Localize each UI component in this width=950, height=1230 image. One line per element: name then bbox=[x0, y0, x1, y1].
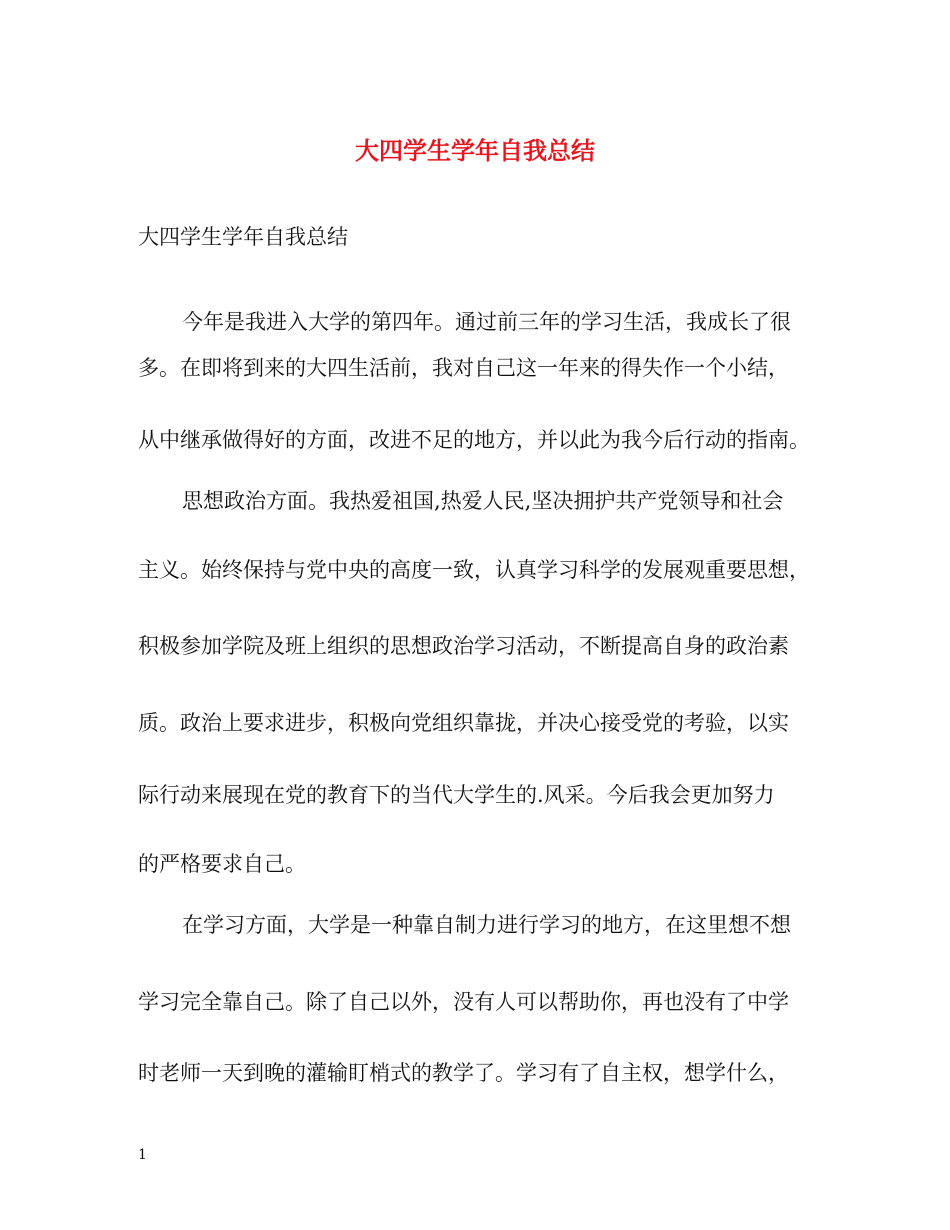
paragraph-line: 质。政治上要求进步，积极向党组织靠拢，并决心接受党的考验，以实 bbox=[138, 711, 789, 735]
paragraph-line: 多。在即将到来的大四生活前，我对自己这一年来的得失作一个小结， bbox=[138, 356, 789, 380]
paragraph-line: 在学习方面，大学是一种靠自制力进行学习的地方，在这里想不想 bbox=[182, 913, 791, 937]
paragraph-line: 从中继承做得好的方面，改进不足的地方，并以此为我今后行动的指南。 bbox=[138, 428, 810, 452]
document-subtitle: 大四学生学年自我总结 bbox=[138, 225, 348, 249]
paragraph-line: 积极参加学院及班上组织的思想政治学习活动，不断提高自身的政治素 bbox=[138, 634, 789, 658]
paragraph-line: 的严格要求自己。 bbox=[138, 852, 306, 876]
paragraph-line: 学习完全靠自己。除了自己以外，没有人可以帮助你，再也没有了中学 bbox=[138, 990, 789, 1014]
paragraph-line: 际行动来展现在党的教育下的当代大学生的.风采。今后我会更加努力 bbox=[138, 783, 775, 807]
paragraph-line: 时老师一天到晚的灌输盯梢式的教学了。学习有了自主权，想学什么， bbox=[138, 1061, 789, 1085]
paragraph-line: 主义。始终保持与党中央的高度一致，认真学习科学的发展观重要思想， bbox=[138, 558, 810, 582]
document-title: 大四学生学年自我总结 bbox=[355, 136, 595, 165]
paragraph-line: 思想政治方面。我热爱祖国,热爱人民,坚决拥护共产党领导和社会 bbox=[182, 489, 784, 513]
paragraph-line: 今年是我进入大学的第四年。通过前三年的学习生活，我成长了很 bbox=[182, 310, 791, 334]
page-number: 1 bbox=[138, 1147, 147, 1163]
